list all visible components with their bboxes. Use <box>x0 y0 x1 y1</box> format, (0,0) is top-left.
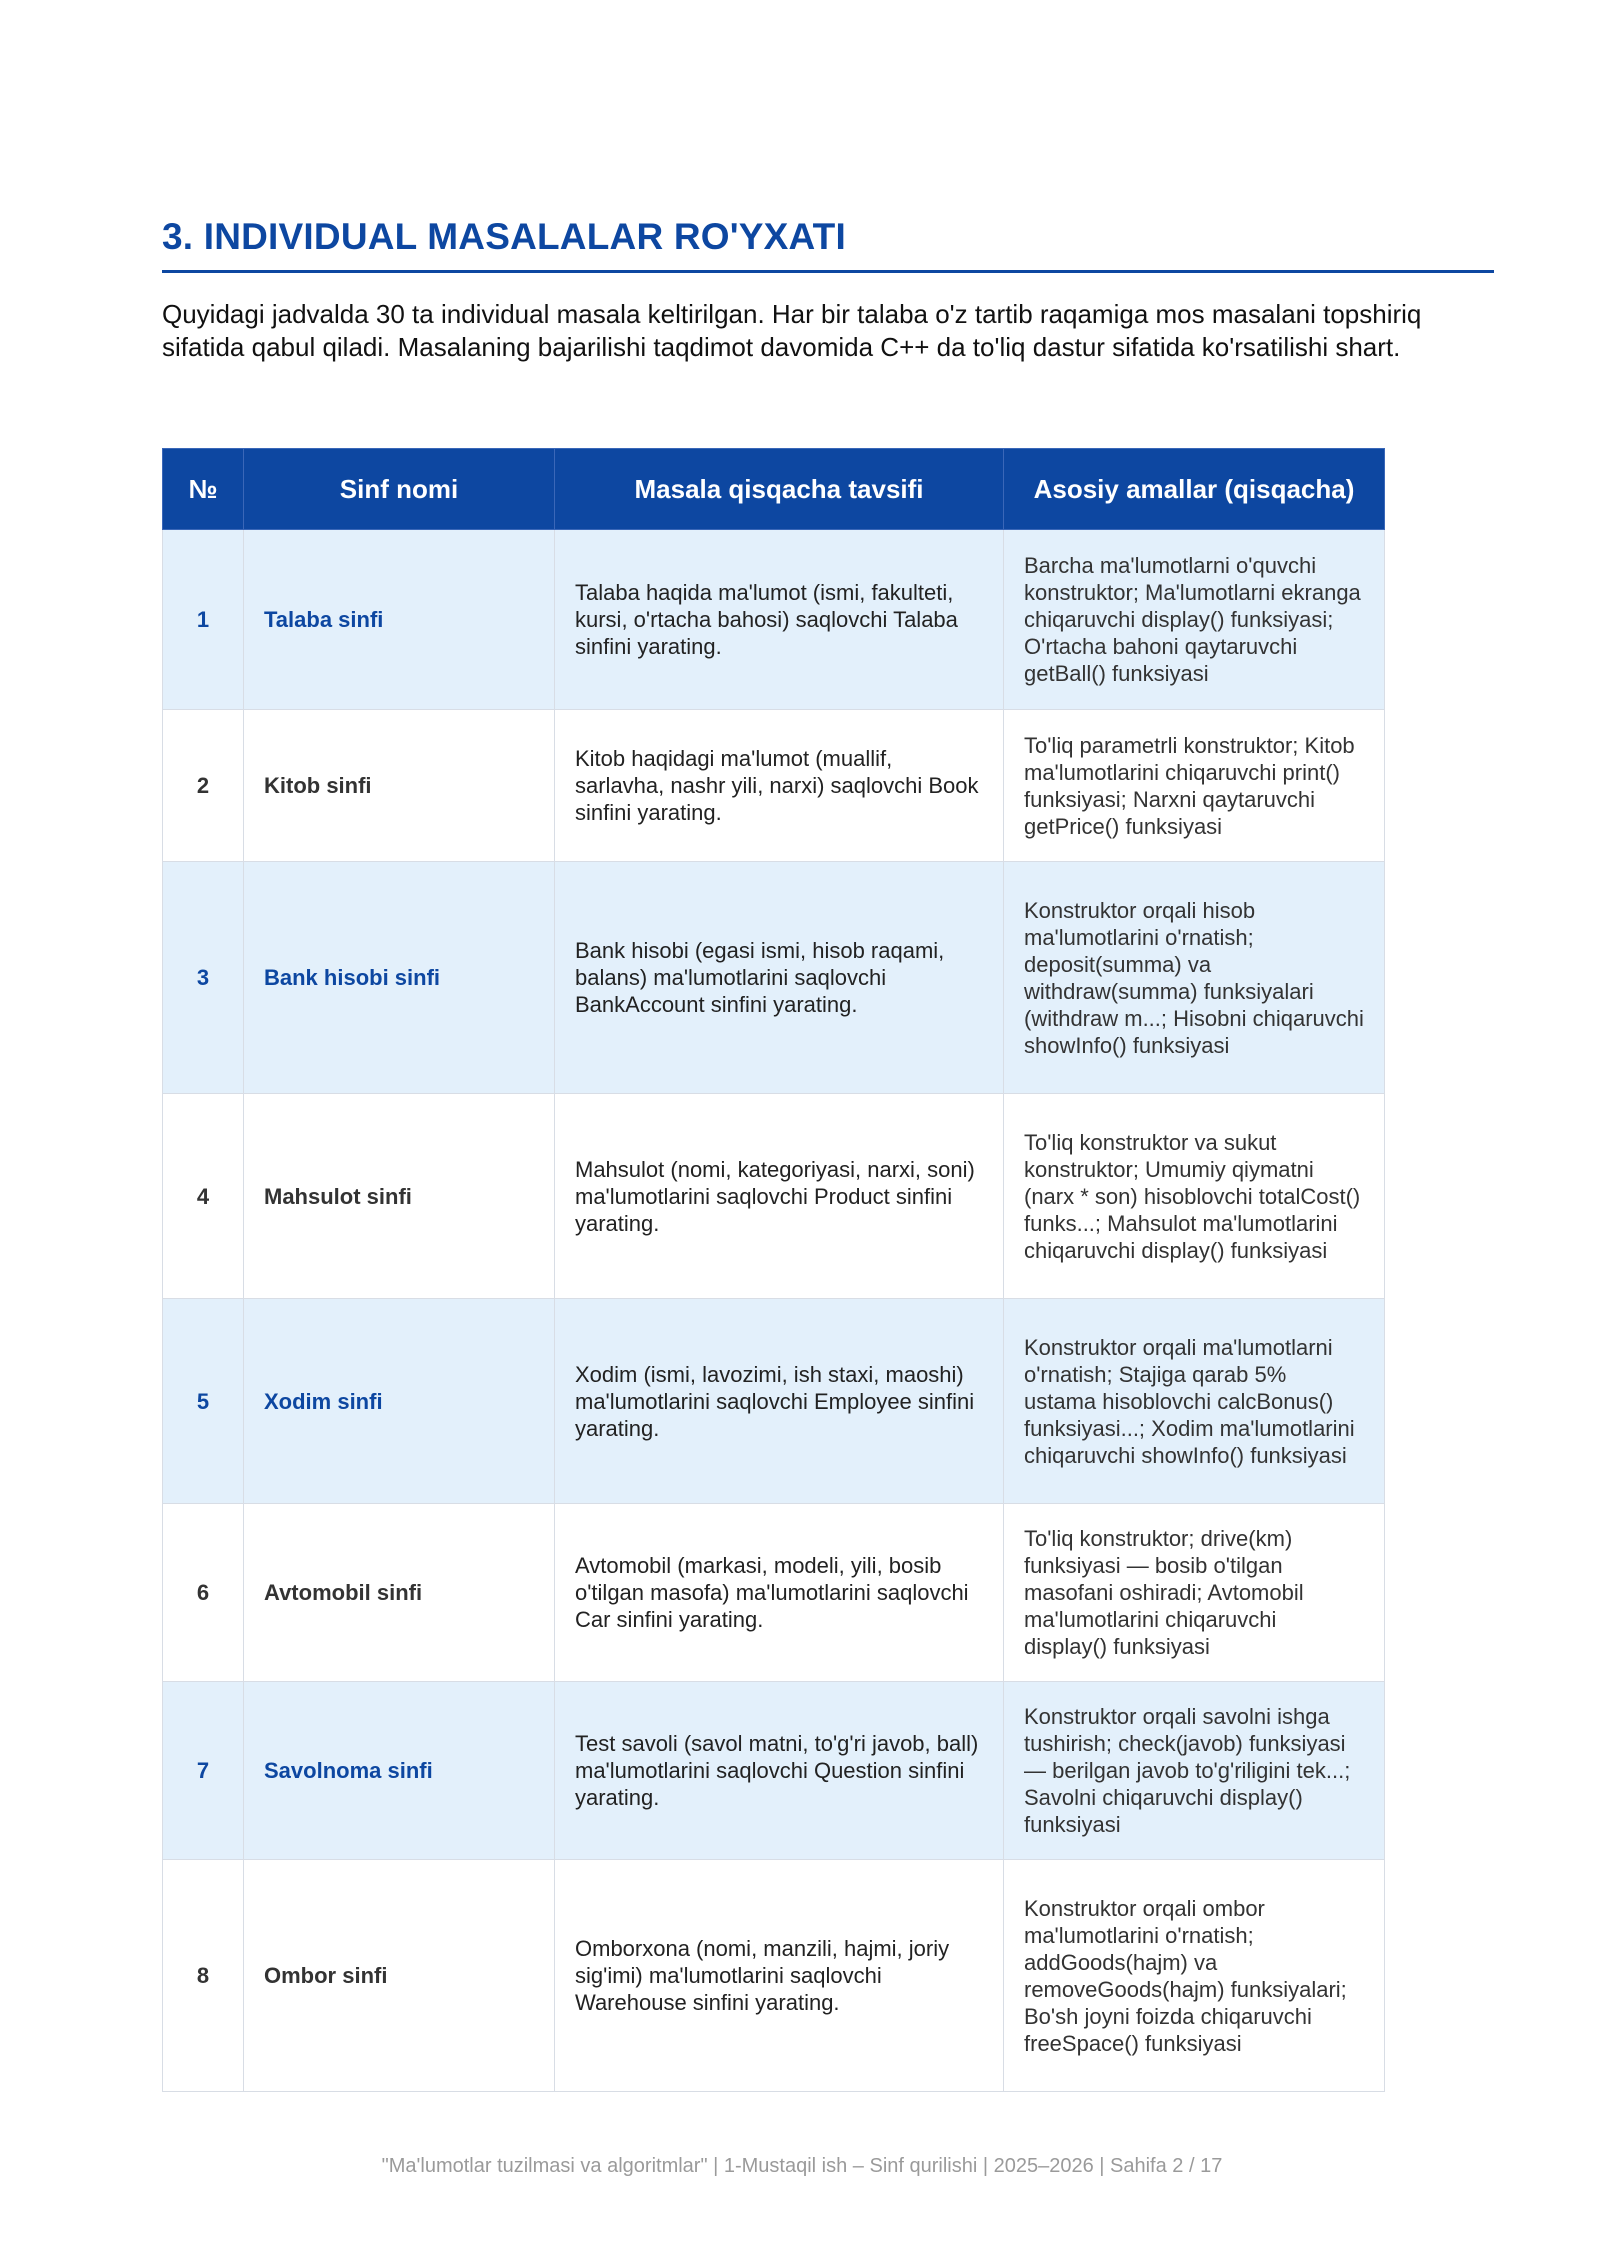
table-header-row <box>163 449 1385 530</box>
header-operations: Asosiy amallar (qisqacha) <box>1004 449 1385 530</box>
row-operations: Konstruktor orqali ombor ma'lumotlarini o'rnatish; addGoods(hajm) va removeGoods(hajm) funksiyalari; Bo'sh joyni foizda chiqaruvchi freeSpace() funksiyasi <box>1004 1860 1385 2092</box>
header-description: Masala qisqacha tavsifi <box>555 449 1004 530</box>
row-operations: Konstruktor orqali ma'lumotlarni o'rnatish; Stajiga qarab 5% ustama hisoblovchi calcBonus() funksiyasi...; Xodim ma'lumotlarini chiqaruvchi showInfo() funksiyasi <box>1004 1299 1385 1504</box>
row-class-name: Talaba sinfi <box>244 530 555 710</box>
row-class-name: Kitob sinfi <box>244 710 555 862</box>
section-title: 3. INDIVIDUAL MASALALAR RO'YXATI <box>162 216 846 257</box>
row-class-name: Bank hisobi sinfi <box>244 862 555 1094</box>
header-class-name: Sinf nomi <box>244 449 555 530</box>
header-num: № <box>163 449 244 530</box>
row-operations: Konstruktor orqali hisob ma'lumotlarini o'rnatish; deposit(summa) va withdraw(summa) funksiyalari (withdraw m...; Hisobni chiqaruvchi showInfo() funksiyasi <box>1004 862 1385 1094</box>
table-row <box>163 1299 1385 1504</box>
row-class-name: Ombor sinfi <box>244 1860 555 2092</box>
intro-paragraph: Quyidagi jadvalda 30 ta individual masala keltirilgan. Har bir talaba o'z tartib raqamiga mos masalani topshiriq sifatida qabul qiladi. Masalaning bajarilishi taqdimot davomida C++ da to'liq dastur sifatida ko'rsatilishi shart. <box>162 299 1422 362</box>
row-class-name: Avtomobil sinfi <box>244 1504 555 1682</box>
row-description: Test savoli (savol matni, to'g'ri javob, ball) ma'lumotlarini saqlovchi Question sinfini yarating. <box>555 1682 1004 1860</box>
table-row <box>163 710 1385 862</box>
row-class-name: Savolnoma sinfi <box>244 1682 555 1860</box>
row-operations: Konstruktor orqali savolni ishga tushirish; check(javob) funksiyasi — berilgan javob to'g'riligini tek...; Savolni chiqaruvchi display() funksiyasi <box>1004 1682 1385 1860</box>
table-row <box>163 1860 1385 2092</box>
title-divider <box>162 270 1494 273</box>
row-operations: To'liq parametrli konstruktor; Kitob ma'lumotlarini chiqaruvchi print() funksiyasi; Narxni qaytaruvchi getPrice() funksiyasi <box>1004 710 1385 862</box>
row-description: Kitob haqidagi ma'lumot (muallif, sarlavha, nashr yili, narxi) saqlovchi Book sinfini yarating. <box>555 710 1004 862</box>
table-row <box>163 1094 1385 1299</box>
row-number: 5 <box>163 1299 244 1504</box>
row-operations: To'liq konstruktor va sukut konstruktor; Umumiy qiymatni (narx * son) hisoblovchi totalCost() funks...; Mahsulot ma'lumotlarini chiqaruvchi display() funksiyasi <box>1004 1094 1385 1299</box>
row-description: Xodim (ismi, lavozimi, ish staxi, maoshi) ma'lumotlarini saqlovchi Employee sinfini yarating. <box>555 1299 1004 1504</box>
page-footer: "Ma'lumotlar tuzilmasi va algoritmlar" | 1-Mustaqil ish – Sinf qurilishi | 2025–2026 | Sahifa 2 / 17 <box>381 2155 1223 2177</box>
row-description: Mahsulot (nomi, kategoriyasi, narxi, soni) ma'lumotlarini saqlovchi Product sinfini yarating. <box>555 1094 1004 1299</box>
row-description: Avtomobil (markasi, modeli, yili, bosib o'tilgan masofa) ma'lumotlarini saqlovchi Car sinfini yarating. <box>555 1504 1004 1682</box>
row-description: Talaba haqida ma'lumot (ismi, fakulteti, kursi, o'rtacha bahosi) saqlovchi Talaba sinfini yarating. <box>555 530 1004 710</box>
row-class-name: Mahsulot sinfi <box>244 1094 555 1299</box>
row-number: 4 <box>163 1094 244 1299</box>
row-number: 7 <box>163 1682 244 1860</box>
row-operations: To'liq konstruktor; drive(km) funksiyasi — bosib o'tilgan masofani oshiradi; Avtomobil ma'lumotlarini chiqaruvchi display() funksiyasi <box>1004 1504 1385 1682</box>
row-description: Bank hisobi (egasi ismi, hisob raqami, balans) ma'lumotlarini saqlovchi BankAccount sinfini yarating. <box>555 862 1004 1094</box>
row-number: 6 <box>163 1504 244 1682</box>
table-row <box>163 1682 1385 1860</box>
row-description: Omborxona (nomi, manzili, hajmi, joriy sig'imi) ma'lumotlarini saqlovchi Warehouse sinfini yarating. <box>555 1860 1004 2092</box>
row-operations: Barcha ma'lumotlarni o'quvchi konstruktor; Ma'lumotlarni ekranga chiqaruvchi display() funksiyasi; O'rtacha bahoni qaytaruvchi getBall() funksiyasi <box>1004 530 1385 710</box>
table-row <box>163 1504 1385 1682</box>
row-number: 8 <box>163 1860 244 2092</box>
row-number: 3 <box>163 862 244 1094</box>
table-row <box>163 862 1385 1094</box>
row-number: 1 <box>163 530 244 710</box>
table-row <box>163 530 1385 710</box>
row-number: 2 <box>163 710 244 862</box>
tasks-table <box>162 448 1385 2092</box>
row-class-name: Xodim sinfi <box>244 1299 555 1504</box>
